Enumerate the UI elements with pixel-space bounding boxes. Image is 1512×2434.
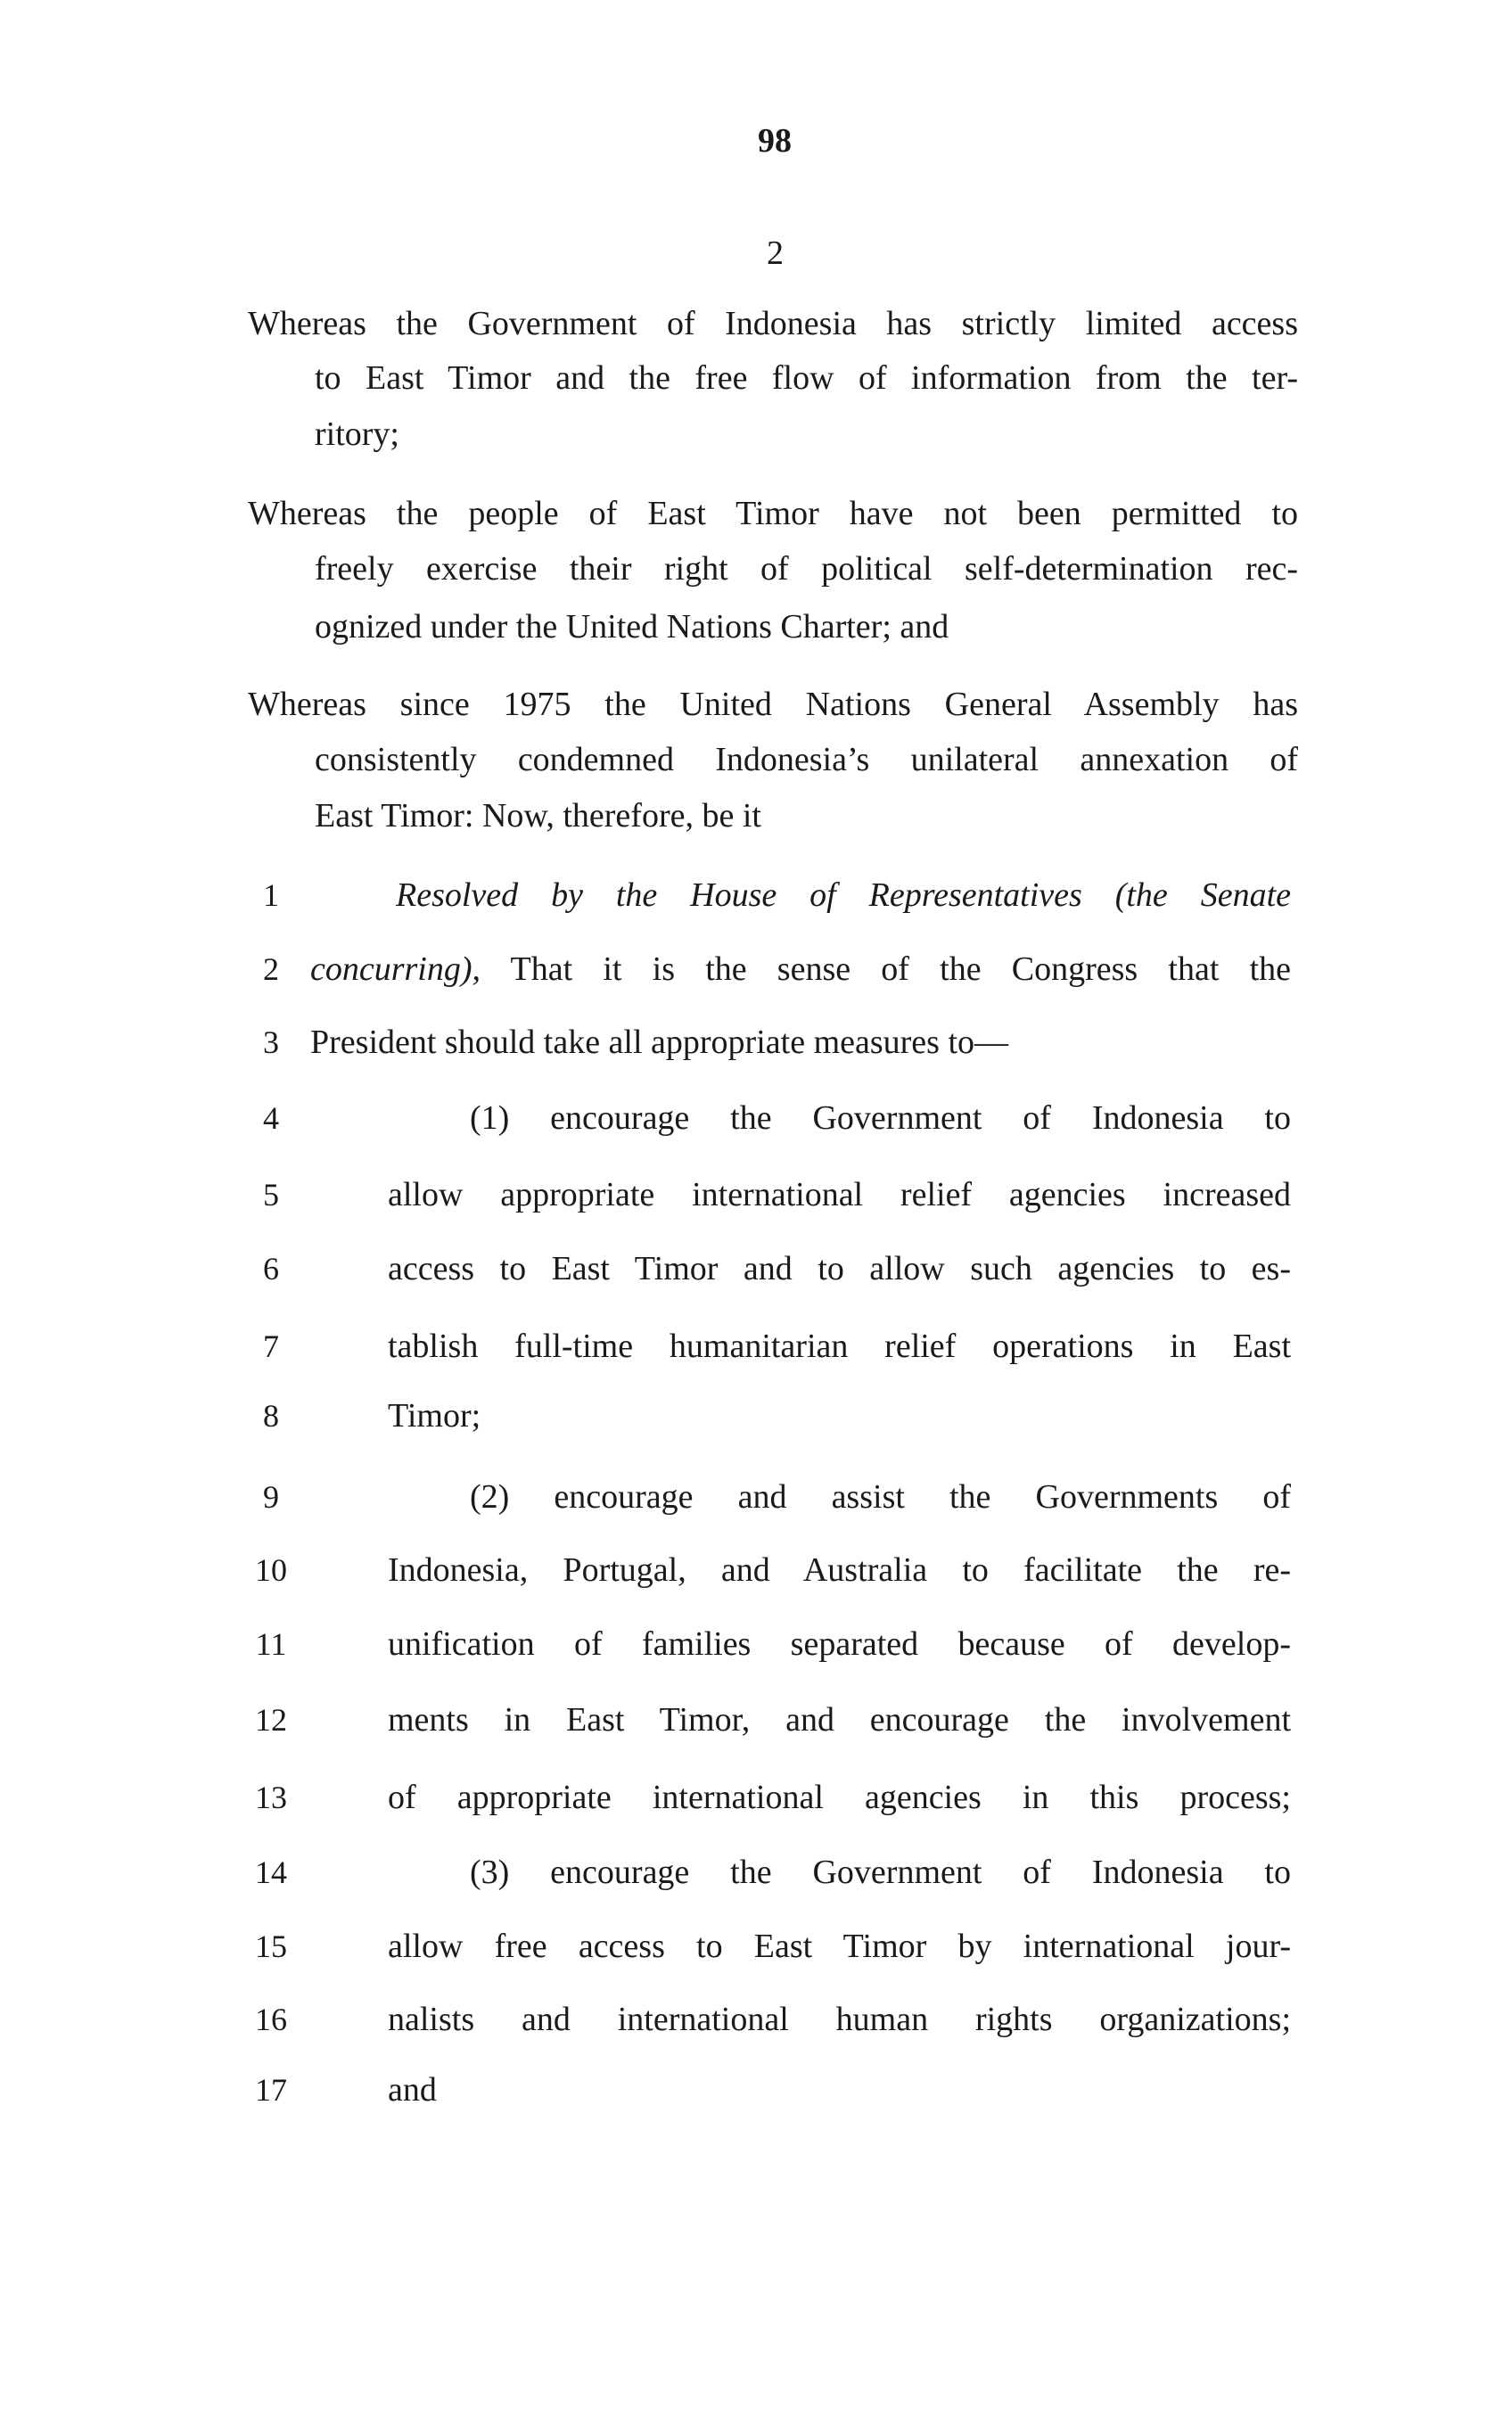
line-text: tablish full-time humanitarian relief operations in East: [388, 1328, 1291, 1365]
whereas-line: Whereas the Government of Indonesia has strictly limited access: [248, 305, 1298, 342]
whereas-line: freely exercise their right of political self-determination rec-: [315, 550, 1298, 588]
page-number: 98: [758, 122, 792, 160]
line-number: 12: [255, 1702, 287, 1738]
line-number: 8: [263, 1398, 279, 1434]
line-number: 4: [263, 1100, 279, 1136]
resolution-line: [310, 1020, 1291, 1065]
line-number: 1: [263, 877, 279, 913]
resolution-line: [310, 947, 1291, 991]
line-text: (3) encourage the Government of Indonesia to: [470, 1854, 1291, 1891]
line-text: nalists and international human rights organizations;: [388, 2001, 1291, 2038]
resolution-line: [388, 2068, 1291, 2112]
resolution-line: [388, 1324, 1291, 1369]
line-number: 15: [255, 1928, 287, 1964]
line-text: unification of families separated because of develop-: [388, 1625, 1291, 1663]
line-text: allow free access to East Timor by international jour-: [388, 1928, 1291, 1965]
resolution-line: [396, 873, 1291, 917]
resolution-line: [388, 1394, 1291, 1438]
line-number: 11: [255, 1626, 287, 1662]
whereas-line: consistently condemned Indonesia’s unilateral annexation of: [315, 741, 1298, 778]
line-number: 13: [255, 1780, 287, 1815]
line-text: ments in East Timor, and encourage the involvement: [388, 1701, 1291, 1739]
resolution-line: [470, 1475, 1291, 1519]
line-number: 6: [263, 1251, 279, 1287]
resolution-line: [388, 1775, 1291, 1820]
resolution-line: [470, 1096, 1291, 1140]
resolution-line: [470, 1850, 1291, 1895]
line-text: Timor;: [388, 1397, 481, 1435]
resolution-line: [388, 1622, 1291, 1666]
line-number: 3: [263, 1024, 279, 1060]
line-number: 10: [255, 1552, 287, 1588]
line-text: access to East Timor and to allow such agencies to es-: [388, 1250, 1291, 1287]
resolution-line: [388, 1548, 1291, 1592]
whereas-line: East Timor: Now, therefore, be it: [315, 797, 761, 835]
line-text: of appropriate international agencies in this process;: [388, 1779, 1291, 1816]
line-number: 17: [255, 2072, 287, 2108]
line-number: 2: [263, 951, 279, 987]
line-text: allow appropriate international relief agencies increased: [388, 1176, 1291, 1213]
resolution-line: [388, 1172, 1291, 1217]
whereas-line: ognized under the United Nations Charter; and: [315, 608, 949, 646]
line-number: 9: [263, 1479, 279, 1515]
line-text: (1) encourage the Government of Indonesia to: [470, 1099, 1291, 1137]
resolution-line: [388, 1997, 1291, 2042]
line-text: Indonesia, Portugal, and Australia to facilitate the re-: [388, 1551, 1291, 1589]
line-number: 14: [255, 1854, 287, 1890]
line-text: Resolved by the House of Representatives (the Senate: [396, 876, 1291, 914]
resolution-line: [388, 1698, 1291, 1742]
whereas-line: to East Timor and the free flow of information from the ter-: [315, 359, 1298, 397]
resolution-line: [388, 1246, 1291, 1291]
line-text: That it is the sense of the Congress that the: [481, 950, 1291, 988]
whereas-line: Whereas since 1975 the United Nations General Assembly has: [248, 686, 1298, 723]
line-number: 16: [255, 2002, 287, 2037]
whereas-line: ritory;: [315, 415, 399, 453]
whereas-line: Whereas the people of East Timor have not been permitted to: [248, 495, 1298, 532]
line-number: 7: [263, 1328, 279, 1364]
line-text: President should take all appropriate measures to—: [310, 1024, 1009, 1061]
sheet-number: 2: [767, 234, 784, 272]
line-text: (2) encourage and assist the Governments of: [470, 1478, 1291, 1516]
resolution-line: [388, 1924, 1291, 1969]
line-text: and: [388, 2071, 437, 2109]
line-number: 5: [263, 1177, 279, 1213]
italic-text: concurring),: [310, 950, 481, 988]
